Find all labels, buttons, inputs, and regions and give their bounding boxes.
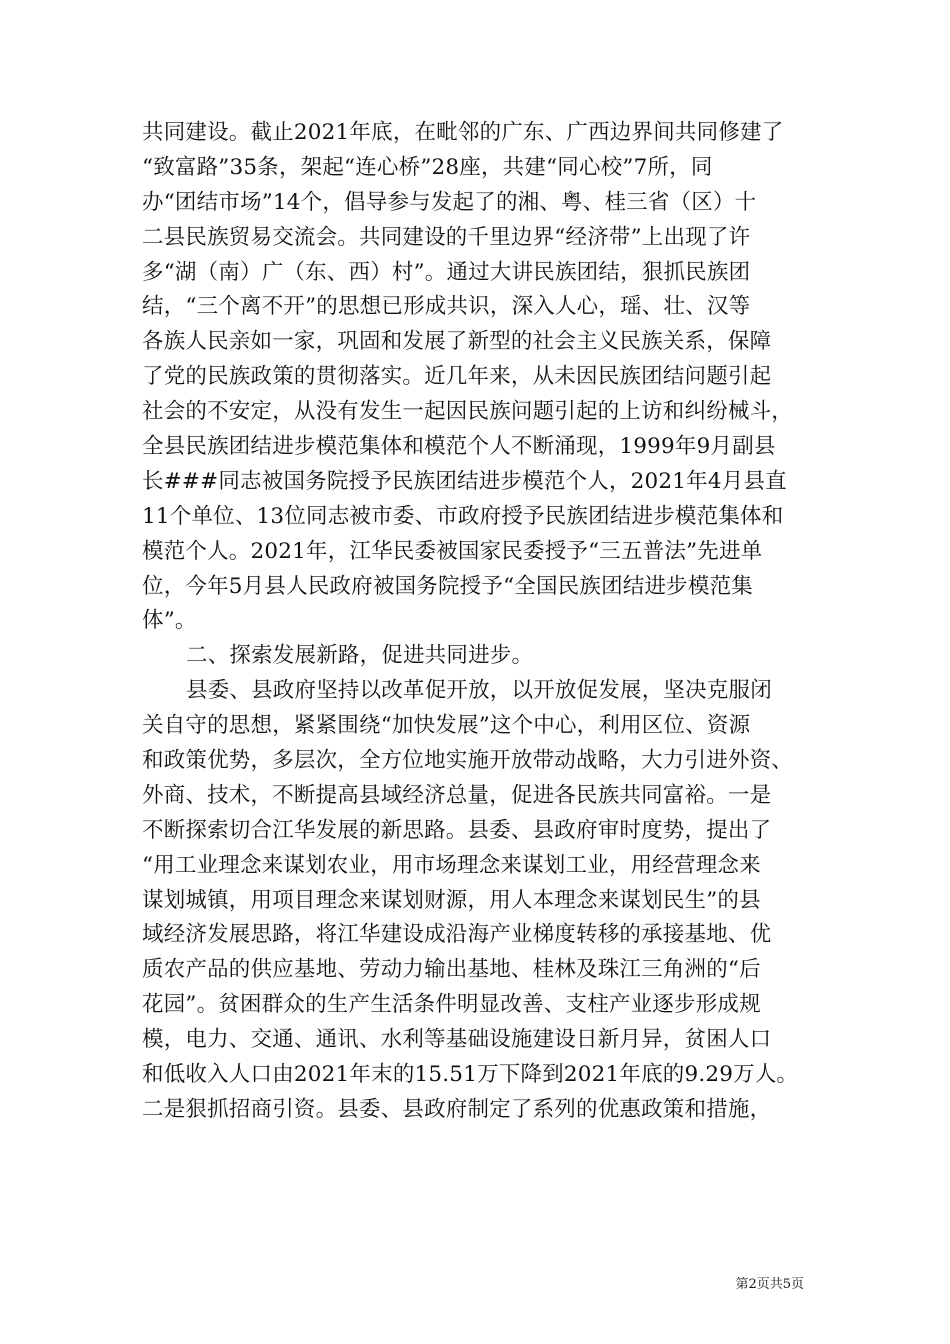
text-line: 社会的不安定，从没有发生一起因民族问题引起的上访和纠纷械斗， (142, 399, 794, 425)
text-line: 各族人民亲如一家，巩固和发展了新型的社会主义民族关系，保障 (142, 329, 772, 355)
text-line: 和低收入人口由2021年末的15.51万下降到2021年底的9.29万人。 (142, 1062, 799, 1088)
text-line: 二是狠抓招商引资。县委、县政府制定了系列的优惠政策和措施， (142, 1096, 772, 1122)
text-line: “用工业理念来谋划农业，用市场理念来谋划工业，用经营理念来 (142, 852, 761, 878)
text-line: 模范个人。2021年，江华民委被国家民委授予“三五普法”先进单 (142, 538, 763, 564)
text-line: 二、探索发展新路，促进共同进步。 (186, 643, 534, 669)
text-line: “致富路”35条，架起“连心桥”28座，共建“同心校”7所，同 (142, 154, 713, 180)
text-line: 长###同志被国务院授予民族团结进步模范个人，2021年4月县直 (142, 468, 787, 494)
text-line: 谋划城镇，用项目理念来谋划财源，用人本理念来谋划民生”的县 (142, 887, 761, 913)
text-line: 多“湖（南）广（东、西）村”。通过大讲民族团结，狠抓民族团 (142, 259, 751, 285)
text-line: 共同建设。截止2021年底，在毗邻的广东、广西边界间共同修建了 (142, 120, 784, 145)
text-line: 结，“三个离不开”的思想已形成共识，深入人心，瑶、壮、汉等 (142, 294, 751, 320)
text-line: 模，电力、交通、通讯、水利等基础设施建设日新月异，贫困人口 (142, 1027, 772, 1053)
text-line: 办“团结市场”14个，倡导参与发起了的湘、粤、桂三省（区）十 (142, 189, 757, 215)
text-line: 位，今年5月县人民政府被国务院授予“全国民族团结进步模范集 (142, 573, 753, 599)
text-line: 全县民族团结进步模范集体和模范个人不断涌现，1999年9月副县 (142, 434, 776, 460)
text-line: 域经济发展思路，将江华建设成沿海产业梯度转移的承接基地、优 (142, 922, 772, 948)
document-body (142, 116, 832, 1128)
text-line: 了党的民族政策的贯彻落实。近几年来，从未因民族团结问题引起 (142, 364, 772, 390)
text-line: 二县民族贸易交流会。共同建设的千里边界“经济带”上出现了许 (142, 224, 751, 250)
text-line: 县委、县政府坚持以改革促开放，以开放促发展，坚决克服闭 (186, 678, 772, 704)
text-line: 和政策优势，多层次，全方位地实施开放带动战略，大力引进外资、 (142, 748, 794, 774)
text-line: 体”。 (142, 608, 197, 634)
text-line: 关自守的思想，紧紧围绕“加快发展”这个中心，利用区位、资源 (142, 713, 751, 739)
page-footer: 第2页共5页 (735, 1277, 804, 1292)
text-line: 质农产品的供应基地、劳动力输出基地、桂林及珠江三角洲的“后 (142, 957, 761, 983)
text-line: 不断探索切合江华发展的新思路。县委、县政府审时度势，提出了 (142, 817, 772, 843)
text-line: 花园”。贫困群众的生产生活条件明显改善、支柱产业逐步形成规 (142, 992, 761, 1018)
text-line: 11个单位、13位同志被市委、市政府授予民族团结进步模范集体和 (142, 503, 784, 529)
text-line: 外商、技术，不断提高县域经济总量，促进各民族共同富裕。一是 (142, 782, 772, 808)
